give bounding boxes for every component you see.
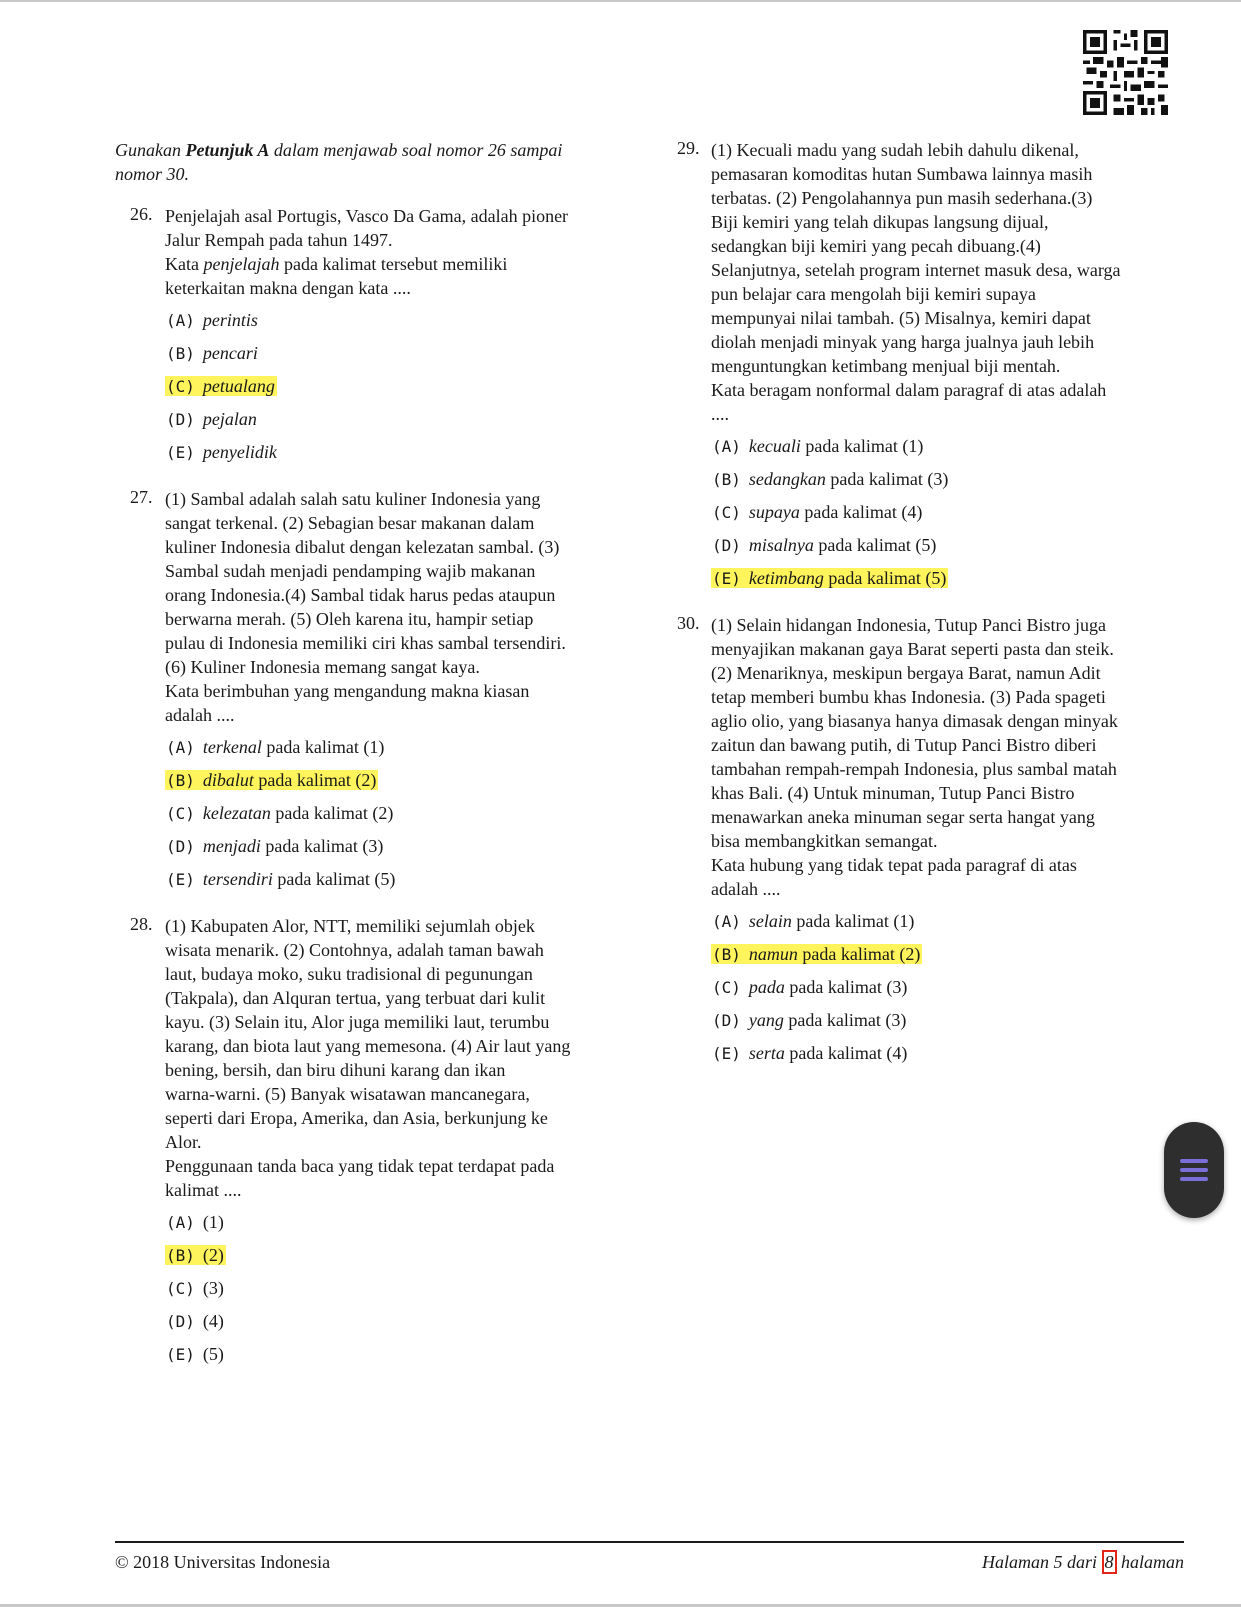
question-text: khas Bali. (4) Untuk minuman, Tutup Panci Bistro (711, 783, 1075, 803)
option-letter: (B) (712, 470, 741, 489)
option-keyword: kecuali (748, 436, 801, 456)
question-text: (1) Kabupaten Alor, NTT, memiliki sejumlah objek (165, 916, 535, 936)
option-text: pada kalimat (3) (825, 469, 949, 489)
option-letter: (A) (712, 437, 741, 456)
option-text: pada kalimat (2) (253, 770, 377, 790)
option-letter: (A) (166, 738, 195, 757)
question-number: 30. (677, 613, 700, 633)
menu-button[interactable] (1164, 1122, 1224, 1218)
question-text: berwarna merah. (5) Oleh karena itu, hampir setiap (165, 609, 534, 629)
question-29 (677, 138, 1177, 591)
option-letter: (C) (166, 804, 195, 823)
question-27 (115, 487, 645, 892)
question-text: Jalur Rempah pada tahun 1497. (165, 230, 393, 250)
question-text: mempunyai nilai tambah. (5) Misalnya, kemiri dapat (711, 308, 1091, 328)
option-letter: (E) (166, 870, 195, 889)
instructions (115, 138, 645, 186)
question-text: Alor. (165, 1132, 202, 1152)
page-total[interactable]: 8 (1102, 1550, 1117, 1574)
question-text: (2) Menariknya, meskipun bergaya Barat, namun Adit (711, 663, 1101, 683)
option-e[interactable] (165, 440, 645, 465)
option-b[interactable] (165, 341, 645, 366)
question-text: karang, dan biota laut yang memesona. (4) Air laut yang (165, 1036, 571, 1056)
option-a[interactable] (165, 735, 645, 760)
question-prompt-keyword: penjelajah (203, 254, 280, 274)
option-letter: (D) (712, 536, 741, 555)
question-text: laut, budaya moko, suku tradisional di pegunungan (165, 964, 533, 984)
question-text: diolah menjadi minyak yang harga jualnya jauh lebih (711, 332, 1095, 352)
option-text: penyelidik (202, 442, 277, 462)
option-text: (1) (202, 1212, 224, 1232)
option-letter: (D) (166, 837, 195, 856)
question-text: zaitun dan bawang putih, di Tutup Panci Bistro diberi (711, 735, 1097, 755)
question-28 (115, 914, 645, 1367)
option-text: pada kalimat (1) (800, 436, 924, 456)
question-text: tambahan rempah-rempah Indonesia, plus sambal matah (711, 759, 1117, 779)
question-text: sangat terkenal. (2) Sebagian besar makanan dalam (165, 513, 535, 533)
question-text: bisa membangkitkan semangat. (711, 831, 938, 851)
option-text: pada kalimat (3) (783, 1010, 907, 1030)
option-c[interactable] (711, 975, 1177, 1000)
option-text: pada kalimat (1) (791, 911, 915, 931)
question-text: tetap memberi bumbu khas Indonesia. (3) Pada spageti (711, 687, 1106, 707)
footer-copyright: © 2018 Universitas Indonesia (115, 1552, 331, 1572)
option-text: pencari (202, 343, 258, 363)
question-text: menguntungkan ketimbang menjual biji mentah. (711, 356, 1061, 376)
question-prompt: Kata beragam nonformal dalam paragraf di atas adalah (711, 380, 1107, 400)
question-text: warna-warni. (5) Banyak wisatawan mancanegara, (165, 1084, 530, 1104)
question-number: 28. (130, 914, 153, 934)
question-text: (Takpala), dan Alquran tertua, yang terbuat dari kulit (165, 988, 546, 1008)
option-c[interactable] (165, 801, 645, 826)
option-keyword: yang (748, 1010, 784, 1030)
question-text: kuliner Indonesia dibalut dengan kelezatan sambal. (3) (165, 537, 560, 557)
option-a[interactable] (711, 909, 1177, 934)
question-text: Biji kemiri yang telah dikupas langsung dijual, (711, 212, 1049, 232)
option-e[interactable] (165, 867, 645, 892)
option-b-highlighted[interactable] (165, 768, 645, 793)
question-text: wisata menarik. (2) Contohnya, adalah taman bawah (165, 940, 544, 960)
option-d[interactable] (711, 533, 1177, 558)
option-letter: (B) (166, 344, 195, 363)
option-e-highlighted[interactable] (711, 566, 1177, 591)
question-text: pun belajar cara mengolah biji kemiri supaya (711, 284, 1036, 304)
option-keyword: pada (748, 977, 785, 997)
answer-options (165, 1210, 645, 1367)
option-keyword: tersendiri (202, 869, 273, 889)
option-a[interactable] (165, 1210, 645, 1235)
option-letter: (A) (712, 912, 741, 931)
option-b-highlighted[interactable] (165, 1243, 645, 1268)
question-text: pulau di Indonesia memiliki ciri khas sambal tersendiri. (165, 633, 566, 653)
right-column (677, 138, 1177, 1088)
option-text: pada kalimat (1) (261, 737, 385, 757)
question-text: terbatas. (2) Pengolahannya pun masih sederhana.(3) (711, 188, 1093, 208)
option-keyword: sedangkan (748, 469, 826, 489)
question-text: Penjelajah asal Portugis, Vasco Da Gama, adalah pioner (165, 206, 569, 226)
option-text: perintis (202, 310, 258, 330)
option-c[interactable] (165, 1276, 645, 1301)
option-keyword: supaya (748, 502, 800, 522)
answer-options (711, 434, 1177, 591)
answer-options (165, 735, 645, 892)
question-text: sedangkan biji kemiri yang pecah dibuang.(4) (711, 236, 1041, 256)
instructions-text: dalam menjawab soal nomor 26 sampai (269, 140, 563, 160)
page-indicator-text: Halaman 5 dari (981, 1552, 1102, 1572)
question-prompt: Kata hubung yang tidak tepat pada paragraf di atas (711, 855, 1077, 875)
question-prompt: kalimat .... (165, 1180, 242, 1200)
top-divider (0, 0, 1241, 2)
option-text: pada kalimat (3) (784, 977, 908, 997)
question-prompt: keterkaitan makna dengan kata .... (165, 278, 411, 298)
question-number: 27. (130, 487, 153, 507)
question-text: menawarkan aneka minuman segar serta hangat yang (711, 807, 1095, 827)
option-text: pada kalimat (3) (260, 836, 384, 856)
option-keyword: namun (748, 944, 798, 964)
option-letter: (B) (166, 1246, 195, 1265)
question-text: (1) Kecuali madu yang sudah lebih dahulu dikenal, (711, 140, 1079, 160)
option-keyword: serta (748, 1043, 785, 1063)
option-keyword: terkenal (202, 737, 262, 757)
option-c-highlighted[interactable] (165, 374, 645, 399)
question-prompt: Kata (165, 254, 204, 274)
option-letter: (E) (712, 569, 741, 588)
question-text: aglio olio, yang biasanya hanya dimasak dengan minyak (711, 711, 1118, 731)
option-text: (2) (202, 1245, 224, 1265)
option-d[interactable] (165, 834, 645, 859)
question-prompt: Penggunaan tanda baca yang tidak tepat terdapat pada (165, 1156, 555, 1176)
option-letter: (D) (166, 1312, 195, 1331)
question-number: 26. (130, 204, 153, 224)
option-letter: (C) (166, 1279, 195, 1298)
option-letter: (C) (166, 377, 195, 396)
menu-icon (1179, 1157, 1209, 1183)
option-keyword: dibalut (202, 770, 254, 790)
option-text: pada kalimat (5) (813, 535, 937, 555)
option-text: (4) (202, 1311, 224, 1331)
question-prompt: pada kalimat tersebut memiliki (279, 254, 508, 274)
option-letter: (E) (712, 1044, 741, 1063)
option-letter: (E) (166, 1345, 195, 1364)
question-prompt: Kata berimbuhan yang mengandung makna kiasan (165, 681, 530, 701)
option-letter: (D) (166, 410, 195, 429)
option-a[interactable] (165, 308, 645, 333)
question-text: menyajikan makanan gaya Barat seperti pasta dan steik. (711, 639, 1114, 659)
footer-divider (115, 1541, 1184, 1543)
option-text: pejalan (202, 409, 257, 429)
question-26 (115, 204, 645, 465)
option-keyword: ketimbang (748, 568, 824, 588)
instructions-text: nomor 30. (115, 164, 190, 184)
question-text: pemasaran komoditas hutan Sumbawa lainnya masih (711, 164, 1093, 184)
option-letter: (A) (166, 1213, 195, 1232)
page-indicator (982, 1550, 1184, 1574)
option-text: pada kalimat (4) (784, 1043, 908, 1063)
left-column (115, 138, 645, 1389)
option-letter: (E) (166, 443, 195, 462)
question-text: (1) Sambal adalah salah satu kuliner Indonesia yang (165, 489, 541, 509)
question-text: orang Indonesia.(4) Sambal tidak harus pedas ataupun (165, 585, 556, 605)
option-b[interactable] (711, 467, 1177, 492)
option-text: pada kalimat (5) (823, 568, 947, 588)
option-text: pada kalimat (5) (272, 869, 396, 889)
option-letter: (D) (712, 1011, 741, 1030)
page-indicator-text: halaman (1116, 1552, 1184, 1572)
instructions-bold: Petunjuk A (185, 140, 270, 160)
option-text: petualang (202, 376, 275, 396)
option-e[interactable] (165, 1342, 645, 1367)
option-letter: (A) (166, 311, 195, 330)
option-text: pada kalimat (4) (799, 502, 923, 522)
option-c[interactable] (711, 500, 1177, 525)
answer-options (711, 909, 1177, 1066)
option-text: pada kalimat (2) (797, 944, 921, 964)
question-prompt: adalah .... (165, 705, 235, 725)
option-a[interactable] (711, 434, 1177, 459)
question-text: Selanjutnya, setelah program internet masuk desa, warga (711, 260, 1121, 280)
question-number: 29. (677, 138, 700, 158)
option-keyword: misalnya (748, 535, 814, 555)
question-text: bening, bersih, dan biru dihuni karang dan ikan (165, 1060, 506, 1080)
question-30 (677, 613, 1177, 1066)
option-d[interactable] (165, 1309, 645, 1334)
question-text: seperti dari Eropa, Amerika, dan Asia, berkunjung ke (165, 1108, 548, 1128)
instructions-text: Gunakan (115, 140, 186, 160)
option-text: (5) (202, 1344, 224, 1364)
question-prompt: .... (711, 404, 729, 424)
question-text: (1) Selain hidangan Indonesia, Tutup Panci Bistro juga (711, 615, 1106, 635)
option-text: pada kalimat (2) (270, 803, 394, 823)
option-letter: (C) (712, 503, 741, 522)
question-text: (6) Kuliner Indonesia memang sangat kaya. (165, 657, 480, 677)
option-keyword: kelezatan (202, 803, 271, 823)
qr-code-icon (1083, 30, 1168, 115)
option-d[interactable] (165, 407, 645, 432)
answer-options (165, 308, 645, 465)
option-keyword: menjadi (202, 836, 261, 856)
option-b-highlighted[interactable] (711, 942, 1177, 967)
question-text: Sambal sudah menjadi pendamping wajib makanan (165, 561, 536, 581)
option-letter: (B) (166, 771, 195, 790)
option-letter: (B) (712, 945, 741, 964)
question-prompt: adalah .... (711, 879, 781, 899)
option-e[interactable] (711, 1041, 1177, 1066)
option-keyword: selain (748, 911, 792, 931)
question-text: kayu. (3) Selain itu, Alor juga memiliki laut, terumbu (165, 1012, 550, 1032)
option-d[interactable] (711, 1008, 1177, 1033)
option-letter: (C) (712, 978, 741, 997)
option-text: (3) (202, 1278, 224, 1298)
